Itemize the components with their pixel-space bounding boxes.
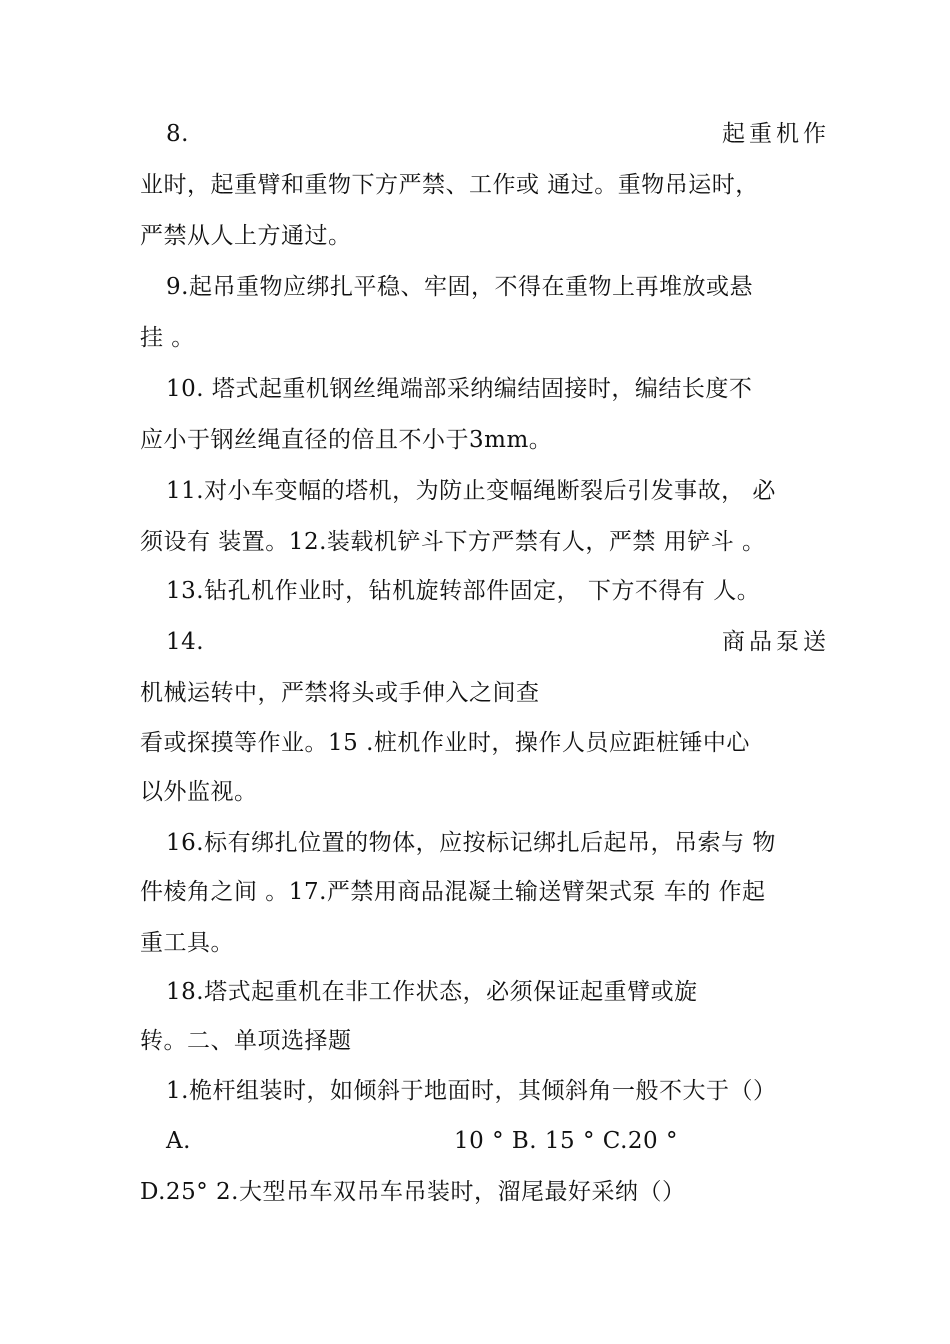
text-line: 转。二、单项选择题 [140, 1028, 352, 1054]
text-line: 须设有 装置。12.装载机铲斗下方严禁有人，严禁 用铲斗 。 [140, 529, 766, 555]
text-line: 应小于钢丝绳直径的倍且不小于3mm。 [140, 427, 553, 453]
text-line: 业时，起重臂和重物下方严禁、工作或 通过。重物吊运时， [140, 172, 759, 198]
option-label: A. [166, 1128, 191, 1154]
text-line: 11.对小车变幅的塔机，为防止变幅绳断裂后引发事故， 必 [166, 478, 776, 504]
text-line [166, 1126, 830, 1156]
text-line: 9.起吊重物应绑扎平稳、牢固，不得在重物上再堆放或悬 [166, 274, 753, 300]
text-line: 18.塔式起重机在非工作状态，必须保证起重臂或旋 [166, 979, 698, 1005]
text-line: 10. 塔式起重机钢丝绳端部采纳编结固接时，编结长度不 [166, 376, 753, 402]
text-line [166, 627, 830, 657]
text-line: 重工具。 [140, 930, 234, 956]
item-number: 8. [166, 121, 189, 147]
text-line: 13.钻孔机作业时，钻机旋转部件固定， 下方不得有 人。 [166, 578, 761, 604]
text-line [166, 119, 830, 149]
text-line: 16.标有绑扎位置的物体，应按标记绑扎后起吊，吊索与 物 [166, 830, 776, 856]
options-text: 10 ° B. 15 ° C.20 ° [454, 1128, 678, 1154]
text-line: D.25° 2.大型吊车双吊车吊装时，溜尾最好采纳（） [140, 1179, 686, 1205]
text-line: 以外监视。 [140, 779, 258, 805]
text-line: 看或探摸等作业。15 .桩机作业时，操作人员应距桩锤中心 [140, 730, 750, 756]
text-line: 严禁从人上方通过。 [140, 223, 352, 249]
text-line: 件棱角之间 。17.严禁用商品混凝土输送臂架式泵 车的 作起 [140, 879, 766, 905]
line-fragment: 起重机作 [722, 121, 830, 147]
text-line: 1.桅杆组装时，如倾斜于地面时，其倾斜角一般不大于（） [166, 1078, 777, 1104]
text-line: 机械运转中，严禁将头或手伸入之间查 [140, 680, 540, 706]
item-number: 14. [166, 629, 205, 655]
line-fragment: 商品泵送 [722, 629, 830, 655]
text-line: 挂 。 [140, 325, 195, 351]
